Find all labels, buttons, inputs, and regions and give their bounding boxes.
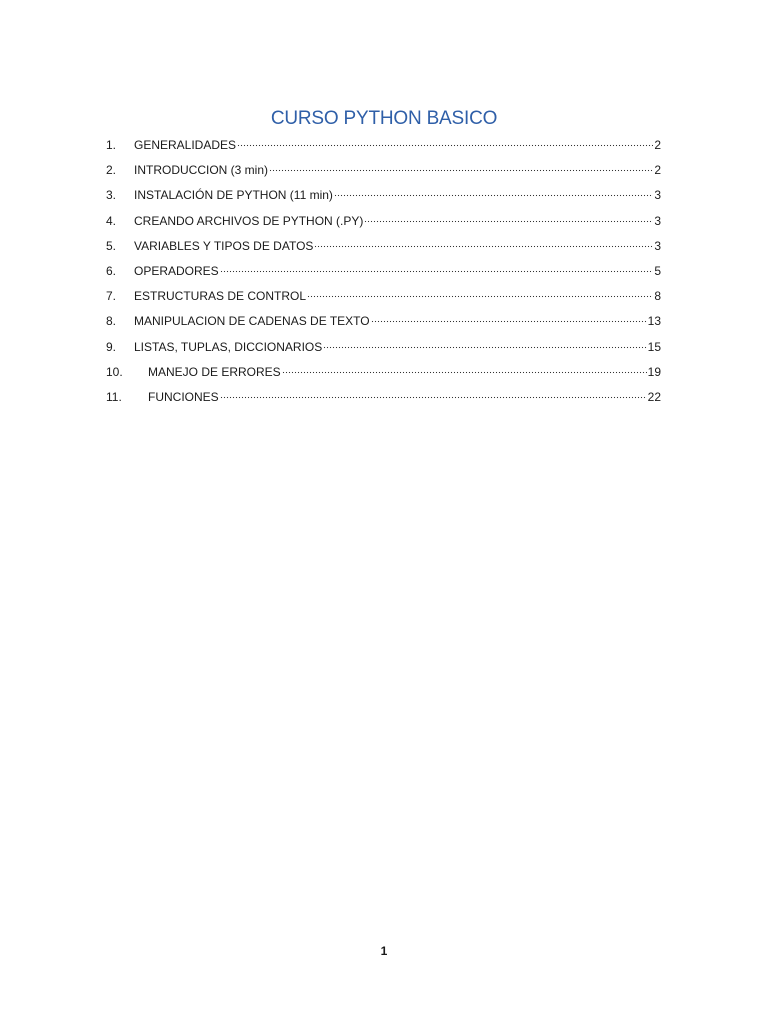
- toc-dot-leader: [220, 259, 654, 275]
- toc-entry-number: 7.: [106, 289, 117, 304]
- toc-entry-number: 8.: [106, 314, 117, 329]
- toc-entry-label: INTRODUCCION (3 min): [134, 163, 268, 178]
- page-number: 1: [380, 944, 388, 958]
- toc-entry-label: CREANDO ARCHIVOS DE PYTHON (.PY): [134, 213, 364, 228]
- toc-entry-number: 4.: [106, 213, 117, 228]
- toc-entry-number: 6.: [106, 263, 117, 278]
- toc-entry[interactable]: [106, 158, 661, 183]
- toc-entry-label: OPERADORES: [134, 263, 219, 278]
- toc-entry-page: 13: [647, 314, 661, 329]
- toc-dot-leader: [307, 284, 653, 300]
- toc-dot-leader: [220, 385, 647, 401]
- toc-entry-label: MANIPULACION DE CADENAS DE TEXTO: [134, 314, 370, 329]
- toc-entry-number: 2.: [106, 163, 117, 178]
- toc-entry[interactable]: [106, 284, 661, 309]
- toc-entry-page: 22: [647, 389, 661, 404]
- toc-entry-page: 3: [654, 213, 661, 228]
- toc-entry-label: INSTALACIÓN DE PYTHON (11 min): [134, 188, 333, 203]
- toc-entry-label: GENERALIDADES: [134, 138, 237, 152]
- toc-dot-leader: [282, 360, 647, 376]
- toc-entry-label: FUNCIONES: [148, 389, 219, 404]
- toc-dot-leader: [314, 234, 653, 250]
- toc-entry-page: 15: [647, 339, 661, 354]
- toc-entry-number: 5.: [106, 238, 117, 253]
- toc-entry-label: LISTAS, TUPLAS, DICCIONARIOS: [134, 339, 323, 354]
- toc-entry-page: 8: [654, 289, 661, 304]
- toc-dot-leader: [364, 209, 653, 225]
- toc-dot-leader: [371, 309, 647, 325]
- toc-entry-label: ESTRUCTURAS DE CONTROL: [134, 289, 307, 304]
- toc-dot-leader: [334, 183, 653, 199]
- toc-entry[interactable]: [106, 259, 661, 284]
- toc-entry[interactable]: [106, 335, 661, 360]
- document-title: CURSO PYTHON BASICO: [270, 108, 498, 129]
- toc-dot-leader: [269, 158, 653, 174]
- toc-entry-page: 5: [654, 263, 661, 278]
- toc-entry-number: 11.: [106, 389, 122, 404]
- toc-entry-page: 2: [654, 138, 661, 152]
- toc-entry[interactable]: [106, 309, 661, 334]
- toc-entry-number: 1.: [106, 138, 117, 152]
- toc-entry-number: 9.: [106, 339, 117, 354]
- toc-dot-leader: [237, 133, 653, 149]
- toc-entry-page: 2: [654, 163, 661, 178]
- toc-entry-label: MANEJO DE ERRORES: [148, 364, 281, 379]
- toc-entry[interactable]: [106, 183, 661, 208]
- toc-entry-number: 10.: [106, 364, 123, 379]
- toc-entry[interactable]: [106, 360, 661, 385]
- toc-entry[interactable]: [106, 234, 661, 259]
- toc-entry-page: 3: [654, 188, 661, 203]
- toc-entry[interactable]: [106, 209, 661, 234]
- table-of-contents: [106, 133, 661, 410]
- toc-entry-number: 3.: [106, 188, 117, 203]
- toc-entry-page: 3: [654, 238, 661, 253]
- toc-entry[interactable]: [106, 133, 661, 158]
- toc-dot-leader: [323, 335, 646, 351]
- toc-entry-label: VARIABLES Y TIPOS DE DATOS: [134, 238, 314, 253]
- toc-entry-page: 19: [647, 364, 661, 379]
- toc-entry[interactable]: [106, 385, 661, 410]
